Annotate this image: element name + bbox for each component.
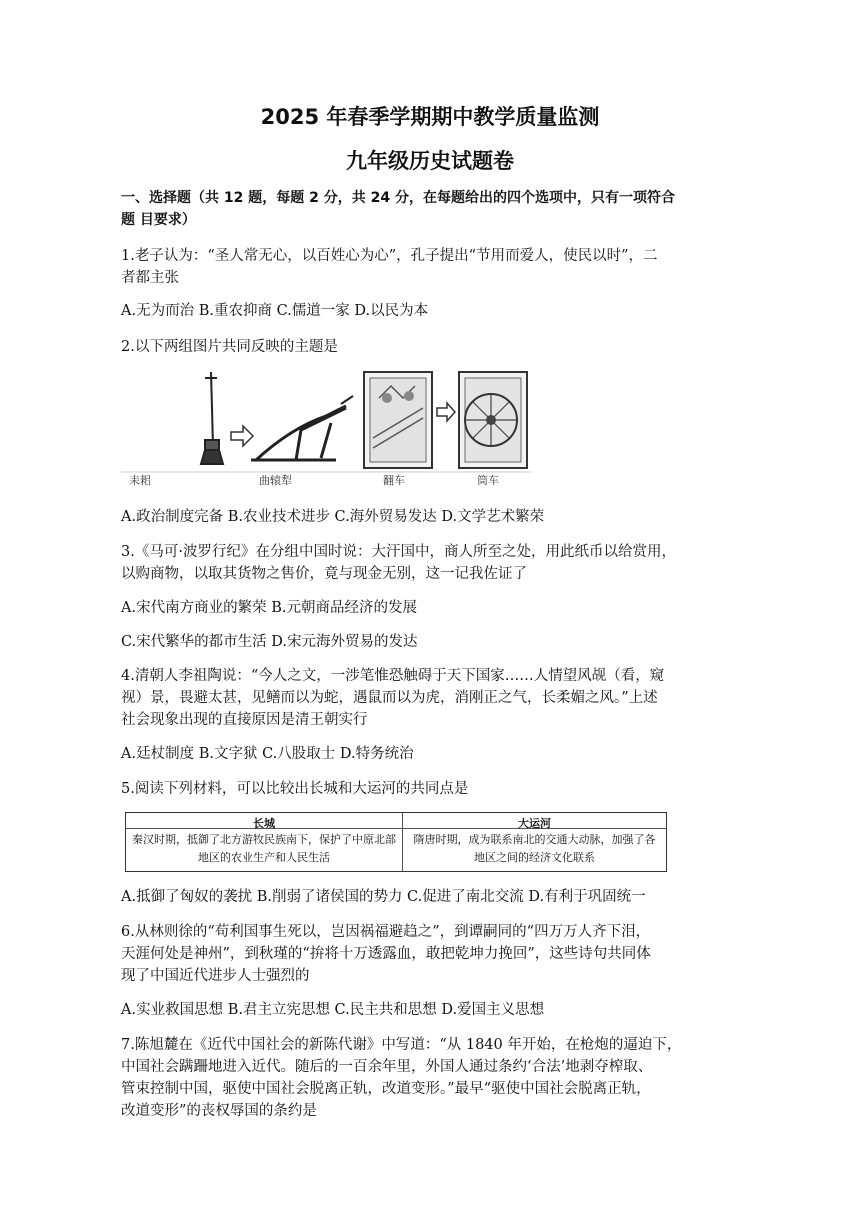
leisi-drawing bbox=[201, 372, 223, 464]
figure-label-leisi: 耒耜 bbox=[129, 474, 151, 487]
table-col-greatwall bbox=[126, 813, 403, 871]
q7-stem-line4: 改道变形”的丧权辱国的条约是 bbox=[121, 1103, 317, 1119]
q3-options-line2: C.宋代繁华的都市生活 D.宋元海外贸易的发达 bbox=[121, 634, 418, 650]
q1-stem-line2: 者都主张 bbox=[121, 270, 179, 286]
q2-options: A.政治制度完备 B.农业技术进步 C.海外贸易发达 D.文学艺术繁荣 bbox=[121, 509, 545, 525]
table-cell-grandcanal: 隋唐时期，成为联系南北的交通大动脉，加强了各地区之间的经济文化联系 bbox=[413, 833, 656, 864]
q3-stem-line2: 以购商物，以取其货物之售价，竟与现金无别，这一记我佐证了 bbox=[121, 566, 527, 582]
table-head-grandcanal: 大运河 bbox=[518, 817, 551, 830]
arrow-icon bbox=[231, 426, 253, 446]
tongche-drawing bbox=[459, 372, 527, 468]
q2-figure bbox=[121, 368, 531, 490]
exam-subtitle: 九年级历史试题卷 bbox=[346, 149, 514, 173]
farm-tools-illustration bbox=[121, 368, 531, 490]
q6-options: A.实业救国思想 B.君主立宪思想 C.民主共和思想 D.爱国主义思想 bbox=[121, 1002, 545, 1018]
figure-label-fanche: 翻车 bbox=[383, 474, 405, 487]
q5-options: A.抵御了匈奴的袭扰 B.削弱了诸侯国的势力 C.促进了南北交流 D.有利于巩固统一 bbox=[121, 889, 646, 905]
figure-label-tongche: 筒车 bbox=[477, 474, 499, 487]
table-cell-greatwall: 秦汉时期，抵御了北方游牧民族南下，保护了中原北部地区的农业生产和人民生活 bbox=[132, 833, 396, 864]
q7-stem-line3: 管束控制中国，驱使中国社会脱离正轨，改道变形。”最早“驱使中国社会脱离正轨， bbox=[121, 1081, 651, 1097]
arrow-icon bbox=[437, 403, 455, 421]
table-col-grandcanal bbox=[403, 813, 666, 871]
table-head-greatwall: 长城 bbox=[253, 817, 275, 830]
q4-options: A.廷杖制度 B.文字狱 C.八股取士 D.特务统治 bbox=[121, 746, 414, 762]
q4-stem-line1: 4.清朝人李祖陶说：“今人之文，一涉笔惟恐触碍于天下国家……人情望风觇（看，窥 bbox=[121, 668, 665, 684]
q3-stem-line1: 3.《马可·波罗行纪》在分组中国时说：大汗国中，商人所至之处，用此纸币以给赏用， bbox=[121, 544, 676, 560]
q4-stem-line2: 视）景，畏避太甚，见鳝而以为蛇，遇鼠而以为虎，消刚正之气，长柔媚之风。”上述 bbox=[121, 690, 658, 706]
q7-stem-line1: 7.陈旭麓在《近代中国社会的新陈代谢》中写道：“从 1840 年开始，在枪炮的逼迫下， bbox=[121, 1037, 682, 1053]
q5-stem: 5.阅读下列材料，可以比较出长城和大运河的共同点是 bbox=[121, 781, 469, 797]
q6-stem-line3: 现了中国近代进步人士强烈的 bbox=[121, 968, 310, 984]
section-heading-line2: 题 目要求） bbox=[121, 212, 196, 228]
figure-label-quyuanli: 曲辕犁 bbox=[259, 474, 292, 487]
q1-stem-line1: 1.老子认为：“圣人常无心，以百姓心为心”，孔子提出“节用而爱人，使民以时”，二 bbox=[121, 248, 658, 264]
q1-options: A.无为而治 B.重农抑商 C.儒道一家 D.以民为本 bbox=[121, 303, 429, 319]
fanche-drawing bbox=[364, 372, 432, 468]
exam-title: 2025 年春季学期期中教学质量监测 bbox=[260, 105, 600, 129]
q6-stem-line1: 6.从林则徐的“苟利国事生死以，岂因祸福避趋之”，到谭嗣同的“四万万人齐下泪， bbox=[121, 924, 651, 940]
q7-stem-line2: 中国社会蹒跚地进入近代。随后的一百余年里，外国人通过条约‘合法’地剥夺榨取、 bbox=[121, 1059, 653, 1075]
q3-options-line1: A.宋代南方商业的繁荣 B.元朝商品经济的发展 bbox=[121, 600, 417, 616]
q4-stem-line3: 社会现象出现的直接原因是清王朝实行 bbox=[121, 712, 368, 728]
section-heading-line1: 一、选择题（共 12 题，每题 2 分，共 24 分，在每题给出的四个选项中，只有一项符合 bbox=[121, 190, 675, 206]
q5-material-table bbox=[125, 812, 667, 872]
q2-stem: 2.以下两组图片共同反映的主题是 bbox=[121, 339, 338, 355]
q6-stem-line2: 天涯何处是神州”，到秋瑾的“拚将十万透露血，敢把乾坤力挽回”，这些诗句共同体 bbox=[121, 946, 651, 962]
quyuanli-drawing bbox=[251, 396, 353, 460]
